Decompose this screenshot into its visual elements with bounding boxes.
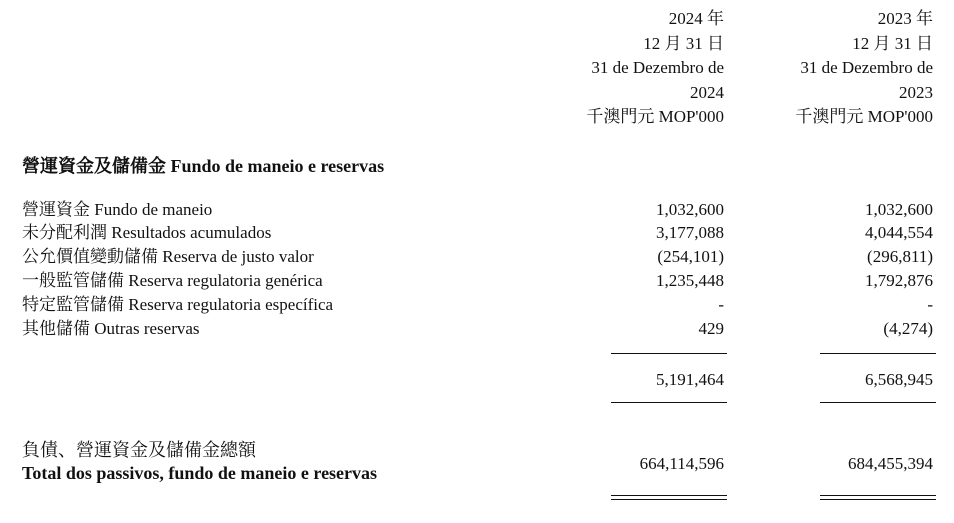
row-label-outras-reservas: 其他儲備 Outras reservas bbox=[22, 319, 200, 338]
total-double-rule bbox=[820, 499, 936, 500]
row-value-2023: (296,811) bbox=[867, 247, 933, 266]
header-year: 2024 年 bbox=[668, 9, 724, 28]
row-value-2024: - bbox=[718, 295, 724, 314]
total-label-cn: 負債、營運資金及儲備金總額 bbox=[22, 440, 256, 460]
row-label-reserva-regulatoria-especifica: 特定監管儲備 Reserva regulatoria específica bbox=[22, 295, 334, 314]
row-label-reserva-regulatoria-generica: 一般監管儲備 Reserva regulatoria genérica bbox=[22, 271, 323, 290]
header-date-cn: 12 月 31 日 bbox=[852, 33, 933, 53]
column-header-2023 bbox=[795, 7, 933, 130]
row-value-2023: 1,032,600 bbox=[865, 200, 933, 219]
row-value-2024: (254,101) bbox=[657, 247, 724, 266]
row-value-2024: 1,235,448 bbox=[656, 271, 724, 290]
header-year-pt: 2024 bbox=[690, 82, 724, 102]
row-value-2023: 1,792,876 bbox=[865, 271, 933, 290]
subtotal-rule-bottom bbox=[611, 402, 727, 403]
subtotal-2023: 6,568,945 bbox=[865, 370, 933, 389]
total-double-rule bbox=[820, 495, 936, 496]
row-value-2024: 1,032,600 bbox=[656, 200, 724, 219]
row-value-2024: 429 bbox=[698, 319, 724, 338]
total-double-rule bbox=[611, 499, 727, 500]
subtotal-rule-bottom bbox=[820, 402, 936, 403]
header-date-cn: 12 月 31 日 bbox=[643, 33, 724, 53]
header-year-pt: 2023 bbox=[899, 82, 933, 102]
row-value-2023: (4,274) bbox=[883, 319, 933, 338]
row-label-fundo-de-maneio: 營運資金 Fundo de maneio bbox=[22, 200, 213, 219]
header-date-pt: 31 de Dezembro de bbox=[591, 58, 724, 77]
header-unit: 千澳門元 MOP'000 bbox=[586, 107, 724, 126]
subtotal-2024: 5,191,464 bbox=[656, 370, 724, 389]
total-2023: 684,455,394 bbox=[848, 454, 933, 473]
total-label-pt-wrapper bbox=[22, 462, 377, 485]
row-value-2024: 3,177,088 bbox=[656, 223, 724, 242]
subtotal-rule-top bbox=[820, 353, 936, 354]
total-2024: 664,114,596 bbox=[639, 454, 724, 473]
row-value-2023: - bbox=[927, 295, 933, 314]
header-year: 2023 年 bbox=[877, 9, 933, 28]
header-date-pt: 31 de Dezembro de bbox=[800, 58, 933, 77]
row-value-2023: 4,044,554 bbox=[865, 223, 933, 242]
section-title: 營運資金及儲備金 Fundo de maneio e reservas bbox=[22, 156, 385, 176]
row-label-resultados-acumulados: 未分配利潤 Resultados acumulados bbox=[22, 223, 272, 242]
header-unit: 千澳門元 MOP'000 bbox=[795, 107, 933, 126]
row-label-reserva-justo-valor: 公允價值變動儲備 Reserva de justo valor bbox=[22, 247, 314, 266]
column-header-2024 bbox=[586, 7, 724, 130]
total-double-rule bbox=[611, 495, 727, 496]
total-label-pt: Total dos passivos, fundo de maneio e reservas bbox=[22, 463, 378, 483]
subtotal-rule-top bbox=[611, 353, 727, 354]
